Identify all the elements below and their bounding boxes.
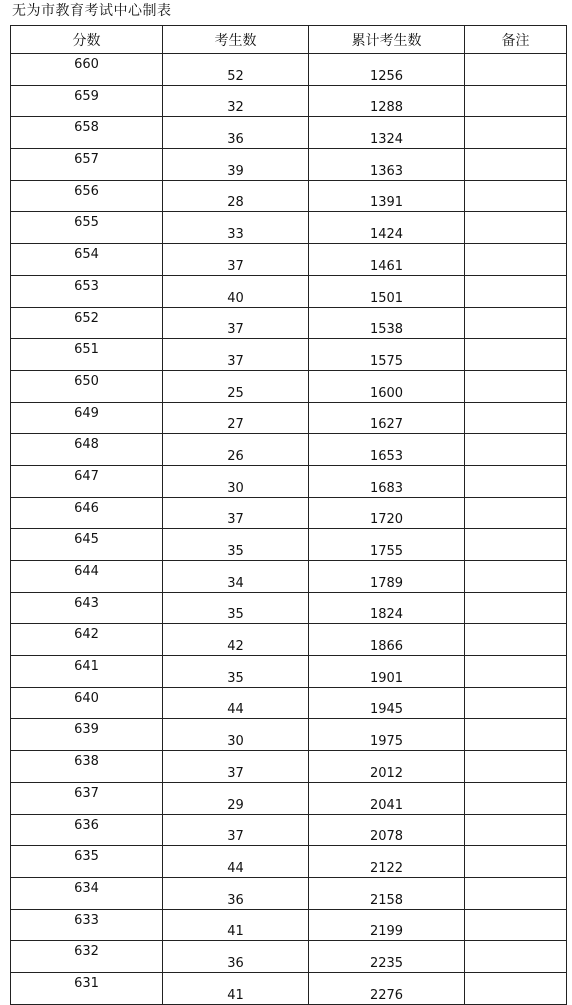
score-cell: 643: [11, 592, 163, 624]
table-row: [11, 85, 567, 117]
table-row: [11, 624, 567, 656]
note-cell: [465, 370, 567, 402]
note-cell: [465, 85, 567, 117]
cumulative-cell: 2199: [309, 909, 465, 941]
table-row: [11, 751, 567, 783]
count-cell: 41: [163, 909, 309, 941]
table-row: [11, 307, 567, 339]
count-cell: 42: [163, 624, 309, 656]
table-row: [11, 687, 567, 719]
table-row: [11, 941, 567, 973]
table-row: [11, 656, 567, 688]
score-cell: 655: [11, 212, 163, 244]
count-cell: 37: [163, 339, 309, 371]
cumulative-cell: 1824: [309, 592, 465, 624]
note-cell: [465, 751, 567, 783]
cumulative-cell: 1720: [309, 497, 465, 529]
count-cell: 44: [163, 687, 309, 719]
count-cell: 27: [163, 402, 309, 434]
table-row: [11, 846, 567, 878]
table-row: [11, 244, 567, 276]
cumulative-cell: 1755: [309, 529, 465, 561]
note-cell: [465, 339, 567, 371]
table-row: [11, 370, 567, 402]
cumulative-cell: 2276: [309, 972, 465, 1004]
score-cell: 650: [11, 370, 163, 402]
note-cell: [465, 54, 567, 86]
cumulative-cell: 1461: [309, 244, 465, 276]
cumulative-cell: 1575: [309, 339, 465, 371]
note-cell: [465, 307, 567, 339]
header-score: 分数: [11, 26, 163, 54]
score-cell: 657: [11, 149, 163, 181]
table-row: [11, 434, 567, 466]
table-row: [11, 117, 567, 149]
score-cell: 633: [11, 909, 163, 941]
score-cell: 631: [11, 972, 163, 1004]
count-cell: 36: [163, 117, 309, 149]
score-cell: 658: [11, 117, 163, 149]
note-cell: [465, 497, 567, 529]
score-cell: 659: [11, 85, 163, 117]
cumulative-cell: 1391: [309, 180, 465, 212]
header-cumulative: 累计考生数: [309, 26, 465, 54]
count-cell: 41: [163, 972, 309, 1004]
score-cell: 646: [11, 497, 163, 529]
header-note: 备注: [465, 26, 567, 54]
count-cell: 25: [163, 370, 309, 402]
table-row: [11, 592, 567, 624]
count-cell: 36: [163, 941, 309, 973]
table-row: [11, 497, 567, 529]
score-cell: 647: [11, 465, 163, 497]
note-cell: [465, 846, 567, 878]
score-cell: 641: [11, 656, 163, 688]
score-cell: 638: [11, 751, 163, 783]
table-row: [11, 212, 567, 244]
score-cell: 634: [11, 877, 163, 909]
note-cell: [465, 877, 567, 909]
note-cell: [465, 244, 567, 276]
score-cell: 636: [11, 814, 163, 846]
score-cell: 649: [11, 402, 163, 434]
score-cell: 648: [11, 434, 163, 466]
score-cell: 639: [11, 719, 163, 751]
note-cell: [465, 434, 567, 466]
score-cell: 652: [11, 307, 163, 339]
score-cell: 651: [11, 339, 163, 371]
note-cell: [465, 909, 567, 941]
count-cell: 37: [163, 307, 309, 339]
note-cell: [465, 117, 567, 149]
table-row: [11, 877, 567, 909]
note-cell: [465, 561, 567, 593]
table-row: [11, 814, 567, 846]
table-row: [11, 561, 567, 593]
count-cell: 37: [163, 497, 309, 529]
note-cell: [465, 592, 567, 624]
count-cell: 37: [163, 814, 309, 846]
table-row: [11, 972, 567, 1004]
table-header: [11, 26, 567, 54]
cumulative-cell: 2122: [309, 846, 465, 878]
count-cell: 35: [163, 656, 309, 688]
cumulative-cell: 1256: [309, 54, 465, 86]
note-cell: [465, 212, 567, 244]
table-body: [11, 54, 567, 1005]
count-cell: 52: [163, 54, 309, 86]
table-row: [11, 275, 567, 307]
note-cell: [465, 624, 567, 656]
cumulative-cell: 1653: [309, 434, 465, 466]
count-cell: 39: [163, 149, 309, 181]
note-cell: [465, 529, 567, 561]
cumulative-cell: 1901: [309, 656, 465, 688]
table-row: [11, 54, 567, 86]
cumulative-cell: 1683: [309, 465, 465, 497]
table-row: [11, 529, 567, 561]
score-cell: 632: [11, 941, 163, 973]
cumulative-cell: 2235: [309, 941, 465, 973]
score-cell: 654: [11, 244, 163, 276]
table-row: [11, 465, 567, 497]
score-cell: 653: [11, 275, 163, 307]
note-cell: [465, 941, 567, 973]
count-cell: 35: [163, 592, 309, 624]
count-cell: 32: [163, 85, 309, 117]
count-cell: 30: [163, 719, 309, 751]
cumulative-cell: 1627: [309, 402, 465, 434]
table-row: [11, 782, 567, 814]
cumulative-cell: 2078: [309, 814, 465, 846]
cumulative-cell: 1538: [309, 307, 465, 339]
table-row: [11, 909, 567, 941]
cumulative-cell: 1424: [309, 212, 465, 244]
cumulative-cell: 1975: [309, 719, 465, 751]
count-cell: 40: [163, 275, 309, 307]
cumulative-cell: 1945: [309, 687, 465, 719]
cumulative-cell: 1501: [309, 275, 465, 307]
note-cell: [465, 687, 567, 719]
note-cell: [465, 719, 567, 751]
count-cell: 26: [163, 434, 309, 466]
note-cell: [465, 465, 567, 497]
count-cell: 35: [163, 529, 309, 561]
cumulative-cell: 1288: [309, 85, 465, 117]
note-cell: [465, 180, 567, 212]
score-cell: 642: [11, 624, 163, 656]
count-cell: 36: [163, 877, 309, 909]
cumulative-cell: 1789: [309, 561, 465, 593]
count-cell: 29: [163, 782, 309, 814]
table-row: [11, 149, 567, 181]
count-cell: 33: [163, 212, 309, 244]
cumulative-cell: 1324: [309, 117, 465, 149]
table-row: [11, 339, 567, 371]
cumulative-cell: 1866: [309, 624, 465, 656]
header-count: 考生数: [163, 26, 309, 54]
score-distribution-table: [10, 25, 567, 1005]
count-cell: 34: [163, 561, 309, 593]
cumulative-cell: 1600: [309, 370, 465, 402]
cumulative-cell: 2158: [309, 877, 465, 909]
score-cell: 660: [11, 54, 163, 86]
cumulative-cell: 2012: [309, 751, 465, 783]
score-cell: 635: [11, 846, 163, 878]
note-cell: [465, 656, 567, 688]
note-cell: [465, 782, 567, 814]
note-cell: [465, 275, 567, 307]
count-cell: 44: [163, 846, 309, 878]
note-cell: [465, 972, 567, 1004]
header-row: [11, 26, 567, 54]
count-cell: 37: [163, 751, 309, 783]
note-cell: [465, 402, 567, 434]
cumulative-cell: 2041: [309, 782, 465, 814]
score-cell: 640: [11, 687, 163, 719]
note-cell: [465, 814, 567, 846]
score-cell: 656: [11, 180, 163, 212]
count-cell: 28: [163, 180, 309, 212]
note-cell: [465, 149, 567, 181]
table-row: [11, 402, 567, 434]
cumulative-cell: 1363: [309, 149, 465, 181]
table-row: [11, 719, 567, 751]
table-row: [11, 180, 567, 212]
score-cell: 644: [11, 561, 163, 593]
score-cell: 637: [11, 782, 163, 814]
count-cell: 37: [163, 244, 309, 276]
count-cell: 30: [163, 465, 309, 497]
score-cell: 645: [11, 529, 163, 561]
table-caption: 无为市教育考试中心制表: [12, 3, 172, 19]
